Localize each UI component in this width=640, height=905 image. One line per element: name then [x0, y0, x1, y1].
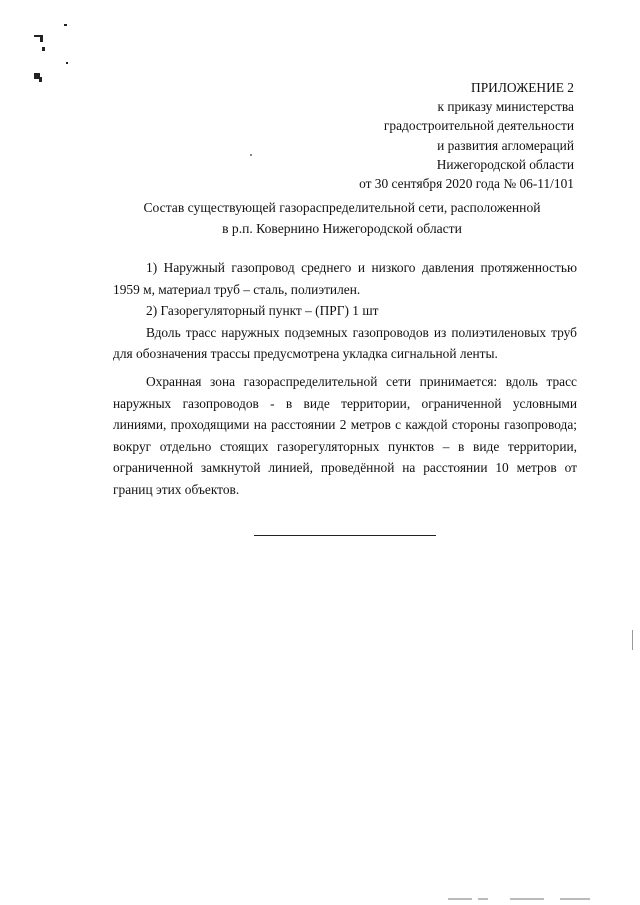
scan-bottom-mark	[478, 898, 488, 900]
closing-rule	[254, 535, 436, 536]
scan-speck	[64, 24, 67, 26]
appendix-date: от 30 сентября 2020 года № 06-11/101	[359, 176, 574, 192]
paragraph-protection-zone: Охранная зона газораспределительной сети принимается: вдоль трасс наружных газопроводов - в виде территории, ограниченной условными линиями, проходящими на расстоянии 2 метров с каждой стороны газопровода; вокруг отдельно стоящих газорегуляторных пунктов – в виде территории, ограниченной замкнутой линией, проведённой на расстоянии 10 метров от границ этих объектов.	[113, 373, 577, 497]
scan-speck	[66, 62, 68, 64]
appendix-line: к приказу министерства	[437, 99, 574, 115]
document-body	[113, 257, 577, 501]
appendix-title: ПРИЛОЖЕНИЕ 2	[471, 80, 574, 95]
scan-speck	[39, 77, 42, 82]
scan-speck	[42, 47, 45, 51]
scan-bottom-mark	[448, 898, 472, 900]
appendix-line: градостроительной деятельности	[383, 118, 574, 134]
scan-bottom-mark	[560, 898, 590, 900]
document-title	[100, 197, 584, 239]
title-line: Состав существующей газораспределительной сети, расположенной	[143, 200, 541, 215]
paragraph-pipeline: 1) Наружный газопровод среднего и низкого давления протяженностью 1959 м, материал труб – сталь, полиэтилен.	[113, 260, 577, 297]
scan-edge-mark	[632, 630, 633, 650]
scan-bottom-mark	[510, 898, 544, 900]
title-line: в р.п. Ковернино Нижегородской области	[222, 221, 462, 236]
appendix-header	[359, 78, 574, 193]
scan-speck	[250, 154, 252, 156]
paragraph-signal-tape: Вдоль трасс наружных подземных газопроводов из полиэтиленовых труб для обозначения трассы предусмотрена укладка сигнальной ленты.	[113, 324, 577, 362]
appendix-line: и развития агломераций	[437, 137, 574, 153]
scan-speck	[40, 37, 43, 42]
paragraph-regulator: 2) Газорегуляторный пункт – (ПРГ) 1 шт	[146, 303, 379, 319]
appendix-line: Нижегородской области	[436, 156, 574, 172]
